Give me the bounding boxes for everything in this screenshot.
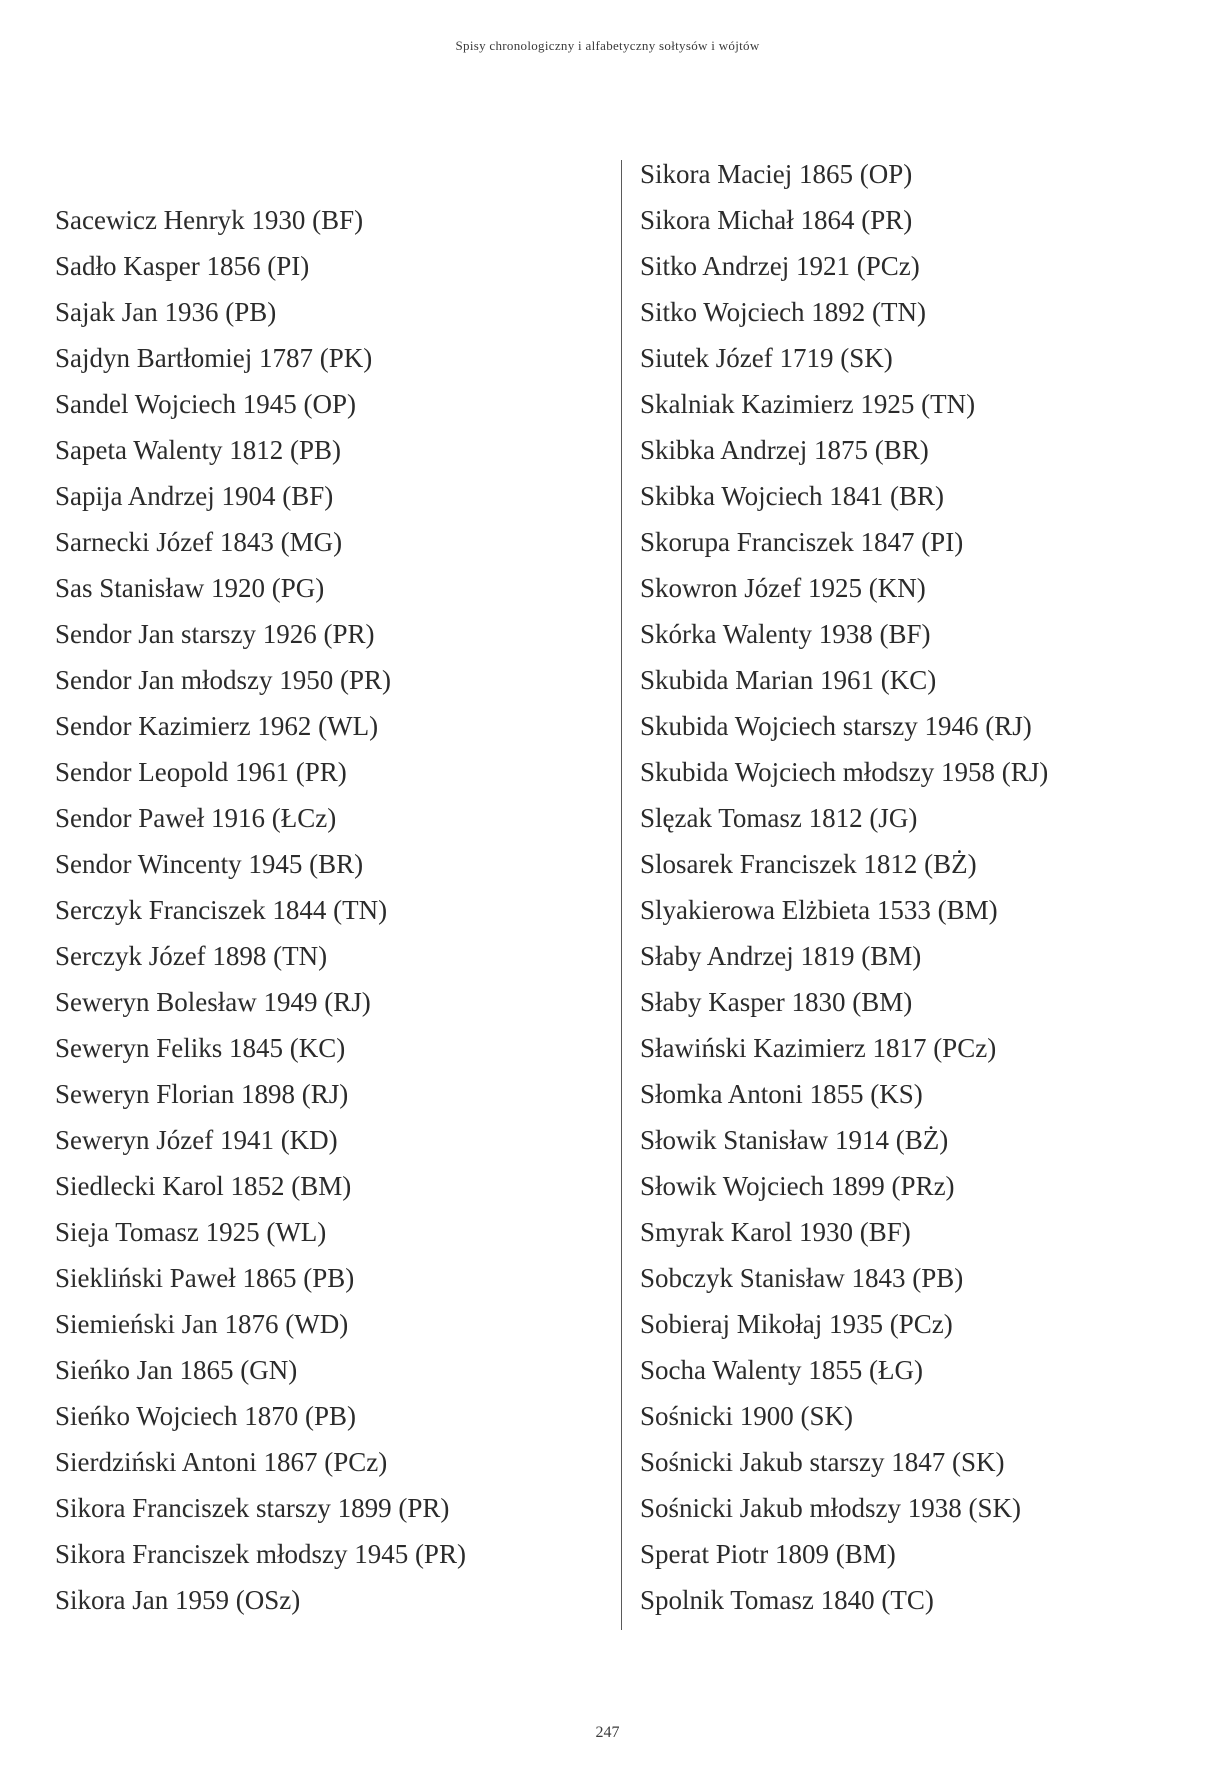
name-entry: Sadło Kasper 1856 (PI) bbox=[55, 251, 310, 281]
name-entry: Skórka Walenty 1938 (BF) bbox=[640, 619, 931, 649]
name-entry: Serczyk Józef 1898 (TN) bbox=[55, 941, 328, 971]
name-entry: Seweryn Feliks 1845 (KC) bbox=[55, 1033, 346, 1063]
name-entry: Sieńko Jan 1865 (GN) bbox=[55, 1355, 298, 1385]
name-entry: Sikora Franciszek starszy 1899 (PR) bbox=[55, 1493, 450, 1523]
name-entry: Słomka Antoni 1855 (KS) bbox=[640, 1079, 923, 1109]
name-entry: Słowik Wojciech 1899 (PRz) bbox=[640, 1171, 955, 1201]
name-entry: Słaby Andrzej 1819 (BM) bbox=[640, 941, 922, 971]
name-entry: Sikora Michał 1864 (PR) bbox=[640, 205, 913, 235]
name-entry: Sieńko Wojciech 1870 (PB) bbox=[55, 1401, 357, 1431]
name-entry: Sarnecki Józef 1843 (MG) bbox=[55, 527, 343, 557]
column-divider bbox=[621, 160, 622, 1630]
name-entry: Sendor Jan starszy 1926 (PR) bbox=[55, 619, 375, 649]
name-entry: Sikora Jan 1959 (OSz) bbox=[55, 1585, 301, 1615]
name-entry: Sajdyn Bartłomiej 1787 (PK) bbox=[55, 343, 373, 373]
name-entry: Skubida Wojciech młodszy 1958 (RJ) bbox=[640, 757, 1049, 787]
name-entry: Sierdziński Antoni 1867 (PCz) bbox=[55, 1447, 388, 1477]
name-entry: Slosarek Franciszek 1812 (BŻ) bbox=[640, 849, 977, 879]
name-entry: Skorupa Franciszek 1847 (PI) bbox=[640, 527, 964, 557]
name-entry: Sacewicz Henryk 1930 (BF) bbox=[55, 205, 364, 235]
name-entry: Sapija Andrzej 1904 (BF) bbox=[55, 481, 334, 511]
name-entry: Smyrak Karol 1930 (BF) bbox=[640, 1217, 911, 1247]
name-entry: Sławiński Kazimierz 1817 (PCz) bbox=[640, 1033, 997, 1063]
name-entry: Skibka Andrzej 1875 (BR) bbox=[640, 435, 929, 465]
name-entry: Sendor Jan młodszy 1950 (PR) bbox=[55, 665, 391, 695]
name-entry: Slyakierowa Elżbieta 1533 (BM) bbox=[640, 895, 998, 925]
page-number: 247 bbox=[595, 1724, 620, 1741]
name-entry: Sitko Andrzej 1921 (PCz) bbox=[640, 251, 920, 281]
name-entry: Seweryn Józef 1941 (KD) bbox=[55, 1125, 338, 1155]
right-name-column bbox=[640, 151, 1048, 1623]
name-entry: Skubida Marian 1961 (KC) bbox=[640, 665, 937, 695]
name-entry: Sikora Maciej 1865 (OP) bbox=[640, 159, 913, 189]
name-entry: Sendor Kazimierz 1962 (WL) bbox=[55, 711, 379, 741]
name-entry: Sapeta Walenty 1812 (PB) bbox=[55, 435, 342, 465]
name-entry: Sas Stanisław 1920 (PG) bbox=[55, 573, 325, 603]
name-entry: Sitko Wojciech 1892 (TN) bbox=[640, 297, 927, 327]
name-entry: Siutek Józef 1719 (SK) bbox=[640, 343, 893, 373]
name-entry: Seweryn Florian 1898 (RJ) bbox=[55, 1079, 349, 1109]
name-entry: Sobieraj Mikołaj 1935 (PCz) bbox=[640, 1309, 953, 1339]
name-entry: Siekliński Paweł 1865 (PB) bbox=[55, 1263, 355, 1293]
name-entry: Sieja Tomasz 1925 (WL) bbox=[55, 1217, 327, 1247]
left-name-column bbox=[55, 197, 466, 1623]
name-entry: Sośnicki Jakub młodszy 1938 (SK) bbox=[640, 1493, 1021, 1523]
name-entry: Slęzak Tomasz 1812 (JG) bbox=[640, 803, 918, 833]
name-entry: Sośnicki Jakub starszy 1847 (SK) bbox=[640, 1447, 1005, 1477]
name-entry: Skubida Wojciech starszy 1946 (RJ) bbox=[640, 711, 1032, 741]
name-entry: Sośnicki 1900 (SK) bbox=[640, 1401, 854, 1431]
name-entry: Sandel Wojciech 1945 (OP) bbox=[55, 389, 357, 419]
name-entry: Siedlecki Karol 1852 (BM) bbox=[55, 1171, 352, 1201]
name-entry: Spolnik Tomasz 1840 (TC) bbox=[640, 1585, 934, 1615]
name-entry: Sendor Paweł 1916 (ŁCz) bbox=[55, 803, 337, 833]
name-entry: Słowik Stanisław 1914 (BŻ) bbox=[640, 1125, 949, 1155]
name-entry: Słaby Kasper 1830 (BM) bbox=[640, 987, 913, 1017]
name-entry: Skibka Wojciech 1841 (BR) bbox=[640, 481, 945, 511]
name-entry: Sendor Wincenty 1945 (BR) bbox=[55, 849, 364, 879]
name-entry: Skalniak Kazimierz 1925 (TN) bbox=[640, 389, 976, 419]
name-entry: Sikora Franciszek młodszy 1945 (PR) bbox=[55, 1539, 466, 1569]
name-entry: Sendor Leopold 1961 (PR) bbox=[55, 757, 347, 787]
running-header: Spisy chronologiczny i alfabetyczny sołtysów i wójtów bbox=[455, 38, 760, 53]
name-entry: Sajak Jan 1936 (PB) bbox=[55, 297, 277, 327]
name-entry: Skowron Józef 1925 (KN) bbox=[640, 573, 926, 603]
name-entry: Socha Walenty 1855 (ŁG) bbox=[640, 1355, 924, 1385]
name-entry: Siemieński Jan 1876 (WD) bbox=[55, 1309, 349, 1339]
name-entry: Serczyk Franciszek 1844 (TN) bbox=[55, 895, 388, 925]
name-entry: Sperat Piotr 1809 (BM) bbox=[640, 1539, 896, 1569]
name-entry: Seweryn Bolesław 1949 (RJ) bbox=[55, 987, 371, 1017]
name-entry: Sobczyk Stanisław 1843 (PB) bbox=[640, 1263, 964, 1293]
